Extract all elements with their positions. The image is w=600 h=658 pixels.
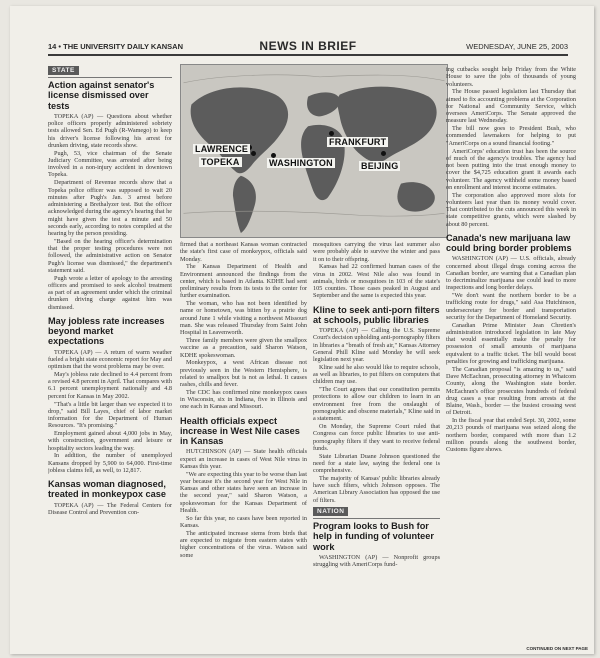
newspaper-page — [10, 6, 594, 654]
city-label-washington: WASHINGTON — [269, 158, 333, 168]
city-label-beijing: BEIJING — [361, 161, 399, 171]
article-anti-porn-filters: TOPEKA (AP) — Calling the U.S. Supreme Court's decision upholding anti-pornography filters in libraries a "breath of fresh air," Kansas Attorney General Phill Kline said Monday he will seek legislation next year. Kline said he also would like to require schools, as well as libraries, to put filters on computers that children may use. "The Court agrees that our constitution permits protections to allow our children to learn in an environment free from the onslaught of pornographic and obscene materials," Kline said in a statement. On Monday, the Supreme Court ruled that Congress can force public libraries to use anti-pornography filters if they want to receive federal funds. State Librarian Duane Johnson questioned the need for a state law, saying the federal one is comprehensive. The majority of Kansas' public libraries already have such filters, which Johnson opposes. The American Library Association has opposed the use of filters. — [313, 327, 440, 504]
section-tag-state: STATE — [48, 66, 79, 75]
beijing-marker — [381, 151, 386, 156]
headline-monkeypox: Kansas woman diagnosed, treated in monkeypox case — [48, 479, 166, 500]
headline-anti-porn-filters: Kline to seek anti-porn filters at schools, public libraries — [313, 304, 440, 325]
page-number: 14 • THE UNIVERSITY DAILY KANSAN — [48, 42, 184, 51]
article-americorps-continued: ing cutbacks sought help Friday from the White House to save the jobs of thousands of young volunteers. The House passed legislation last Thursday that aimed to fix accounting problems at the Corporation for National and Community Service, which oversees AmeriCorps. The Senate approved the measure last Wednesday. The bill now goes to President Bush, who commended lawmakers for helping to put "AmeriCorps on a sound financial footing." AmeriCorps' education trust has been the source of much of the agency's troubles. The agency had not been putting into the trust enough money to cover the $4,725 education grant it awards each volunteer. The agency withheld some money based on enrollment and interest income estimates. The corporation also approved more slots for volunteers last year than its money would cover. That contributed to the cuts announced this week in state competitive grants, which were slashed by about 80 percent. — [446, 66, 576, 228]
world-map-graphic — [180, 64, 448, 238]
headline-west-nile: Health officials expect increase in West Nile cases in Kansas — [180, 415, 300, 447]
topeka-marker — [251, 151, 256, 156]
article-canada-marijuana: WASHINGTON (AP) — U.S. officials, already concerned about illegal drugs coming across the Canadian border, are warning that a Canadian plan to decriminalize marijuana use could lead to more inspections and long border delays. "We don't want the northern border to be a trafficking route for drugs," said Asa Hutchinson, undersecretary for border and transportation security for the Department of Homeland Security. Canadian Prime Minister Jean Chretien's administration introduced legislation in late May that would essentially make the penalty for possession of small amounts of marijuana equivalent to a traffic ticket. The bill would boost penalties for growing and trafficking marijuana. The Canadian proposal "is amazing to us," said Dave McEachran, prosecuting attorney in Whatcom County, along the Washington state border. McEachran's office prosecutes hundreds of federal drug cases a year resulting from arrests at the Blaine, Wash., border — the busiest crossing west of Detroit. In the fiscal year that ended Sept. 30, 2002, some 20,213 pounds of marijuana was seized along the northern border, compared with more than 1.2 million pounds along the southwest border, Customs figure shows. — [446, 255, 576, 454]
headline-jobless-rate: May jobless rate increases beyond market expectations — [48, 315, 165, 347]
article-jobless-rate: TOPEKA (AP) — A return of warm weather fueled a bright state economic report for May and optimism that the worst problems may be over. May's jobless rate declined to 4.4 percent from a revised 4.8 percent in April. That compares with 6.1 percent unemployment nationally and 4.8 percent for Kansas in May 2002. "That's a little bit larger than we expected it to drop," said Bill Layes, chief of labor market information for the Department of Human Resources. "It's promising." Employment gained about 4,000 jobs in May, with construction, government and leisure or hospitality sectors leading the way. In addition, the number of unemployed Kansans dropped by 5,900 to 64,000. First-time jobless claims fell, as well, to 12,817. — [48, 348, 172, 474]
article-west-nile: HUTCHINSON (AP) — State health officials expect an increase in cases of West Nile virus in Kansas this year. "We are expecting this year to be worse than last year because it's the second year for West Nile in Kansas and other states have seen an increase in the second year," said Sharon Watson, a spokeswoman for the Kansas Department of Health. So far this year, no cases have been reported in Kansas. The anticipated increase stems from birds that are expected to migrate from eastern states with higher concentrations of the virus. Watson said some — [180, 448, 307, 559]
headline-americorps: Program looks to Bush for help in funding of volunteer work — [313, 521, 434, 552]
page-header — [48, 40, 568, 56]
section-title: NEWS IN BRIEF — [259, 39, 357, 53]
continued-on-next-page: CONTINUED ON NEXT PAGE — [526, 646, 588, 651]
city-label-topeka: TOPEKA — [201, 157, 240, 167]
headline-senator-license: Action against senator's license dismissed over tests — [48, 80, 155, 111]
column-3 — [313, 241, 440, 652]
article-senator-license: TOPEKA (AP) — Questions about whether police officers properly administered sobriety tests allowed Sen. Ed Pugh (R-Wamego) to keep his driver's license following his arrest for drunken driving, state records show. Pugh, 53, vice chairman of the Senate Judiciary Committee, was arrested after being involved in a non-injury accident in downtown Topeka. Department of Revenue records show that a Topeka police officer was supposed to wait 20 minutes after Pugh's Jan. 3 arrest before administering a Brethalyzer test. But the officer acknowledged during the agency's hearing that he might have given the test a minute and 50 seconds early, according to notes compiled at the hearing by the person presiding. "Based on the hearing officer's determination that the proper testing procedures were not followed, the administrative action on Senator Pugh's license was dismissed," the department's statement said. Pugh wrote a letter of apology to the arresting officers and promised to seek alcohol treatment as part of an agreement under which the criminal drunken driving charge against him was dismissed. — [48, 112, 172, 311]
section-tag-nation: NATION — [313, 507, 348, 516]
column-1 — [48, 66, 172, 652]
city-label-frankfurt: FRANKFURT — [329, 137, 387, 147]
frankfurt-marker — [329, 131, 334, 136]
article-americorps: WASHINGTON (AP) — Nonprofit groups struggling with AmeriCorps fund- — [313, 553, 440, 569]
article-monkeypox-continued: firmed that a northeast Kansas woman contracted the state's first case of monkeypox, officials said Monday. The Kansas Department of Health and Environment announced the findings from the center, which is based in Atlanta. KDHE had sent preliminary results from its tests to the center for further examination. The woman, who has not been identified by name or hometown, was bitten by a prairie dog around June 1 while visiting a northwest Missouri man. She was released Thursday from Saint John Hospital in Leavenworth. Three family members were given the smallpox vaccine as a precaution, said Sharon Watson, KDHE spokeswoman. Monkeypox, a west African disease not previously seen in the Western Hemisphere, is related to smallpox but is not as lethal. It causes rashes, chills and fever. The CDC has confirmed nine monkeypox cases in Wisconsin, six in Indiana, five in Illinois and one each in Kansas and Missouri. — [180, 241, 307, 411]
city-label-lawrence: LAWRENCE — [195, 144, 249, 154]
column-2 — [180, 241, 307, 652]
issue-date: WEDNESDAY, JUNE 25, 2003 — [466, 42, 568, 51]
article-west-nile-continued: mosquitoes carrying the virus last summer also were probably able to survive the winter and pass it on to their offspring. Kansas had 22 confirmed human cases of the virus in 2002. West Nile also was found in animals, birds or mosquitoes in 103 of the state's 105 counties. Those cases peaked in August and September and the same is expected this year. — [313, 241, 440, 300]
article-monkeypox: TOPEKA (AP) — The Federal Centers for Disease Control and Prevention con- — [48, 501, 172, 516]
column-4 — [446, 66, 576, 640]
headline-canada-marijuana: Canada's new marijuana law could bring border problems — [446, 232, 572, 254]
